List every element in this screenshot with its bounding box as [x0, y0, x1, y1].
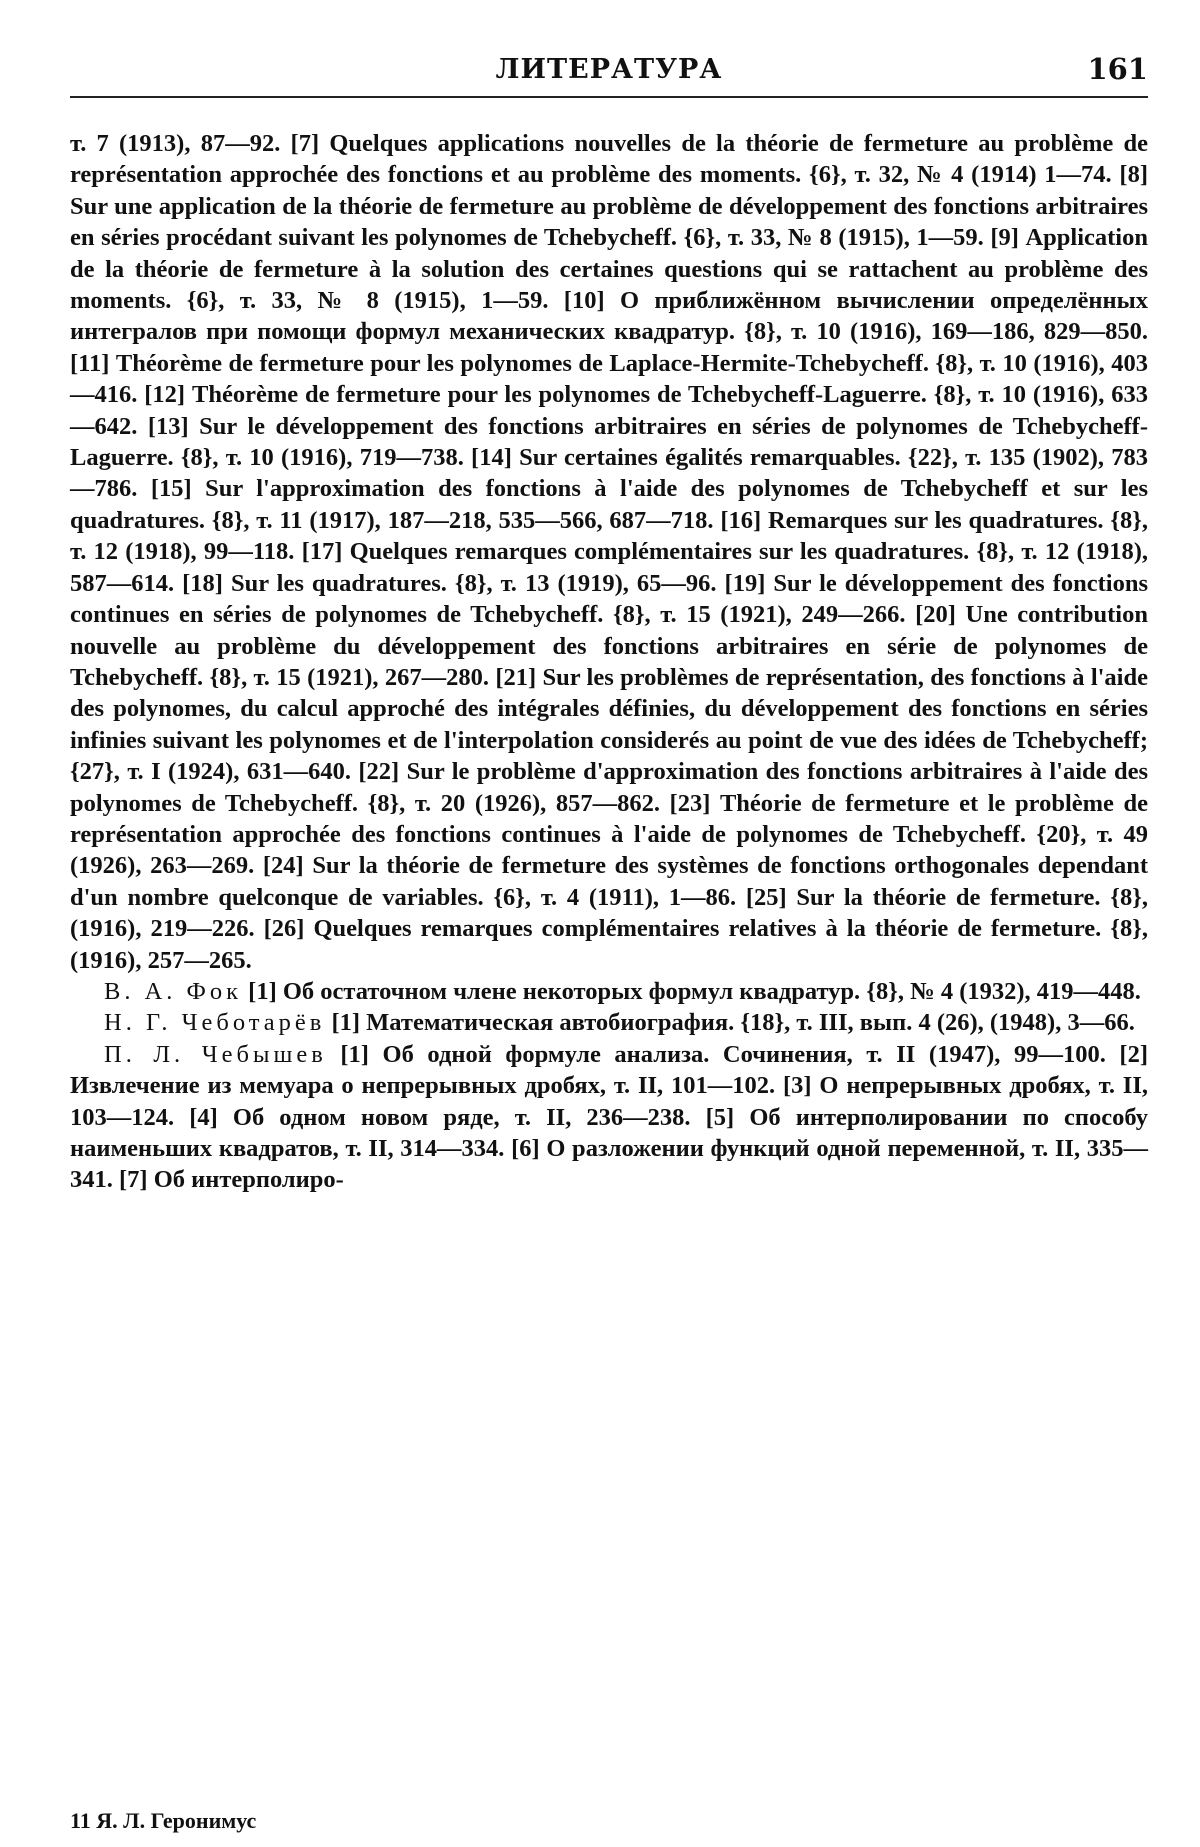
entry-text: [1] Об остаточном члене некоторых формул квадратур. {8}, № 4 (1932), 419—448.	[242, 977, 1141, 1005]
bibliography-entry-chebyshev	[70, 1039, 1148, 1196]
running-header	[70, 50, 1148, 90]
author-name: П. Л. Чебышев	[104, 1040, 327, 1068]
author-name: В. А. Фок	[104, 977, 243, 1005]
entry-text: [1] Математическая автобиография. {18}, т. III, вып. 4 (26), (1948), 3—66.	[325, 1009, 1135, 1037]
author-name: Н. Г. Чеботарёв	[104, 1009, 326, 1037]
signature-line: 11 Я. Л. Геронимус	[70, 1808, 257, 1833]
bibliography-entry-continued: т. 7 (1913), 87—92. [7] Quelques applications nouvelles de la théorie de fermeture au problème de représentation approchée des fonctions et au problème des moments. {6}, т. 32, № 4 (1914) 1—74. [8] Sur une application de la théorie de fermeture au problème de développement des fonctions arbitraires en séries procédant suivant les polynomes de Tchebycheff. {6}, т. 33, № 8 (1915), 1—59. [9] Application de la théorie de fermeture à la solution des certaines questions qui se rattachent au problème des moments. {6}, т. 33, № 8 (1915), 1—59. [10] О приближённом вычислении определённых интегралов при помощи формул механических квадратур. {8}, т. 10 (1916), 169—186, 829—850. [11] Théorème de fermeture pour les polynomes de Laplace-Hermite-Tchebycheff. {8}, т. 10 (1916), 403—416. [12] Théorème de fermeture pour les polynomes de Tchebycheff-Laguerre. {8}, т. 10 (1916), 633—642. [13] Sur le développement des fonctions arbitraires en séries de polynomes de Tchebycheff-Laguerre. {8}, т. 10 (1916), 719—738. [14] Sur certaines égalités remarquables. {22}, т. 135 (1902), 783—786. [15] Sur l'approximation des fonctions à l'aide des polynomes de Tchebycheff et sur les quadratures. {8}, т. 11 (1917), 187—218, 535—566, 687—718. [16] Remarques sur les quadratures. {8}, т. 12 (1918), 99—118. [17] Quelques remarques complémentaires sur les quadratures. {8}, т. 12 (1918), 587—614. [18] Sur les quadratures. {8}, т. 13 (1919), 65—96. [19] Sur le développement des fonctions continues en séries de polynomes de Tchebycheff. {8}, т. 15 (1921), 249—266. [20] Une contribution nouvelle au problème du développement des fonctions arbitraires en série de polynomes de Tchebycheff. {8}, т. 15 (1921), 267—280. [21] Sur les problèmes de représentation, des fonctions à l'aide des polynomes, du calcul approché des intégrales définies, du développement des fonctions en séries infinies suivant les polynomes et de l'interpolation considerés au point de vue des idées de Tchebycheff; {27}, т. I (1924), 631—640. [22] Sur le problème d'approximation des fonctions arbitraires à l'aide des polynomes de Tchebycheff. {8}, т. 20 (1926), 857—862. [23] Théorie de fermeture et le problème de représentation approchée des fonctions continues à l'aide de polynomes de Tchebycheff. {20}, т. 49 (1926), 263—269. [24] Sur la théorie de fermeture des systèmes de fonctions orthogonales dependant d'un nombre quelconque de variables. {6}, т. 4 (1911), 1—86. [25] Sur la théorie de fermeture. {8}, (1916), 219—226. [26] Quelques remarques complémentaires relatives à la théorie de fermeture. {8}, (1916), 257—265.	[70, 130, 1148, 974]
running-title: ЛИТЕРАТУРА	[495, 54, 723, 85]
entry-text: [1] Об одной формуле анализа. Сочинения, т. II (1947), 99—100. [2] Извлечение из мемуара о непрерывных дробях, т. II, 101—102. [3] О непрерывных дробях, т. II, 103—124. [4] Об одном новом ряде, т. II, 236—238. [5] Об интерполировании по способу наименьших квадратов, т. II, 314—334. [6] О разложении функций одной переменной, т. II, 335—341. [7] Об интерполиро-	[70, 1040, 1149, 1194]
page-number: 161	[1087, 52, 1148, 86]
book-page	[70, 0, 1148, 1847]
bibliography-entry-fok	[70, 976, 1148, 1007]
bibliography-entry-chebotarev	[70, 1007, 1148, 1038]
header-rule	[70, 96, 1148, 98]
bibliography-text	[70, 128, 1148, 1196]
